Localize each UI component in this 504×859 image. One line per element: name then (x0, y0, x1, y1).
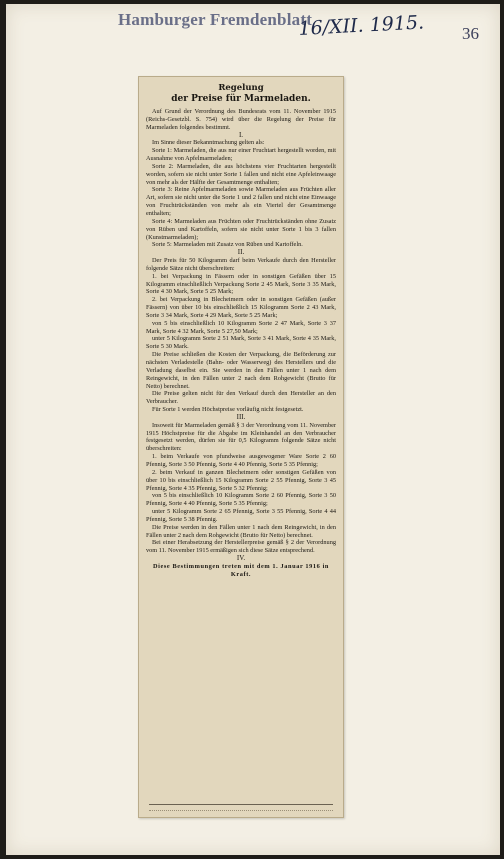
article-paragraph: 2. beim Verkauf in ganzen Blecheimern oder sonstigen Gefäßen von über 10 bis einschließlich 15 Kilogramm Sorte 2 55 Pfennig, Sorte 3 45 Pfennig, Sorte 4 35 Pfennig, Sorte 5 32 Pfennig; (146, 468, 336, 492)
article-paragraph: von 5 bis einschließlich 10 Kilogramm Sorte 2 60 Pfennig, Sorte 3 50 Pfennig, Sorte 4 40 Pfennig, Sorte 5 35 Pfennig; (146, 492, 336, 508)
article-paragraph: Sorte 1: Marmeladen, die aus nur einer Fruchtart hergestellt worden, mit Ausnahme von Apfelmarmeladen; (146, 147, 336, 163)
section-number: I. (238, 130, 244, 139)
effective-date-line: Diese Bestimmungen treten mit dem 1. Januar 1916 in Kraft. (152, 562, 330, 578)
article-paragraph: Die Preise werden in den Fällen unter 1 nach dem Reingewicht, in den Fällen unter 2 nach dem Rohgewicht (Brutto für Netto) berechnet. (146, 523, 336, 539)
section-number: II. (237, 248, 245, 257)
article-subtitle: der Preise für Marmeladen. (171, 94, 311, 104)
article-paragraph: 1. bei Verpackung in Fässern oder in sonstigen Gefäßen über 15 Kilogramm einschließlich Verpackung Sorte 2 45 Mark, Sorte 3 35 Mark, Sorte 4 30 Mark, Sorte 5 25 Mark; (146, 272, 336, 296)
archive-page (6, 4, 500, 855)
article-paragraph: unter 5 Kilogramm Sorte 2 65 Pfennig, Sorte 3 55 Pfennig, Sorte 4 44 Pfennig, Sorte 5 38 Pfennig. (146, 508, 336, 523)
newspaper-masthead-stamp: Hamburger Fremdenblatt (118, 10, 313, 29)
article-paragraph: Insoweit für Marmeladen gemäß § 3 der Verordnung vom 11. November 1915 Höchstpreise für die Abgabe im Kleinhandel an den Verbraucher festgesetzt werden, dürfen sie für 0,5 Kilogramm folgende Sätze nicht überschreiten: (146, 421, 336, 453)
article-paragraph: von 5 bis einschließlich 10 Kilogramm Sorte 2 47 Mark, Sorte 3 37 Mark, Sorte 4 32 Mark, Sorte 5 27,50 Mark; (146, 319, 336, 335)
article-paragraph: Bei einer Herabsetzung der Herstellerpreise gemäß § 2 der Verordnung vom 11. November 1915 ermäßigen sich diese Sätze entsprechend. (146, 539, 336, 555)
article-paragraph: Sorte 2: Marmeladen, die aus höchstens vier Fruchtarten hergestellt worden, sofern sie nicht unter Sorte 1 fallen und nicht eine Apfeleinwaage von mehr als der Hälfte der Gesamtmenge enthalten; (146, 162, 336, 186)
article-column (146, 81, 336, 579)
article-paragraph: Die Preise gelten nicht für den Verkauf durch den Hersteller an den Verbraucher. (146, 390, 336, 406)
newspaper-clipping (138, 76, 344, 818)
article-paragraph: Sorte 3: Reine Apfelmarmeladen sowie Marmeladen aus Früchten aller Art, sofern sie nicht unter die Sorte 1 und 2 fallen und nicht eine Einwaage von Fruchtrückständen von mehr als ein Viertel der Gesamtmenge enthalten; (146, 186, 336, 217)
section-number: III. (236, 412, 246, 421)
article-paragraph: Im Sinne dieser Bekanntmachung gelten als: (152, 139, 265, 147)
article-paragraph: unter 5 Kilogramm Sorte 2 51 Mark, Sorte 3 41 Mark, Sorte 4 35 Mark, Sorte 5 30 Mark. (146, 335, 336, 351)
page-number: 36 (462, 24, 479, 43)
section-number: IV. (236, 554, 246, 563)
article-paragraph: Die Preise schließen die Kosten der Verpackung, die Beförderung zur nächsten Verladestelle (Bahn- oder Wasserweg) des Herstellers und die Verladung daselbst ein. Sie werden in den Fällen unter 1 nach dem Reingewicht, in den Fällen unter 2 nach dem Rohgewicht (Brutto für Netto) berechnet. (146, 351, 336, 390)
article-paragraph: Auf Grund der Verordnung des Bundesrats vom 11. November 1915 (Reichs-Gesetzbl. S. 754) wird über die Regelung der Preise für Marmeladen folgendes bestimmt. (146, 108, 336, 131)
article-paragraph: 2. bei Verpackung in Blecheimern oder in sonstigen Gefäßen (außer Fässern) von über 10 bis einschließlich 15 Kilogramm Sorte 2 43 Mark, Sorte 3 34 Mark, Sorte 4 29 Mark, Sorte 5 25 Mark; (146, 296, 336, 319)
article-paragraph: Sorte 4: Marmeladen aus Früchten oder Fruchtrückständen ohne Zusatz von Rüben und Kartoffeln, sofern sie nicht unter Sorte 1 bis 3 fallen (Kunstmarmeladen); (146, 217, 336, 241)
article-paragraph: Sorte 5: Marmeladen mit Zusatz von Rüben und Kartoffeln. (152, 241, 303, 249)
article-paragraph: 1. beim Verkaufe von pfundweise ausgewogener Ware Sorte 2 60 Pfennig, Sorte 3 50 Pfennig, Sorte 4 40 Pfennig, Sorte 5 35 Pfennig; (146, 453, 336, 468)
handwritten-date: 16/XII. 1915. (298, 11, 425, 40)
article-paragraph: Für Sorte 1 werden Höchstpreise vorläufig nicht festgesetzt. (152, 406, 304, 414)
clipping-cut-rule (149, 804, 333, 811)
article-paragraph: Der Preis für 50 Kilogramm darf beim Verkaufe durch den Hersteller folgende Sätze nicht überschreiten: (146, 257, 336, 272)
article-title: Regelung (218, 83, 264, 93)
